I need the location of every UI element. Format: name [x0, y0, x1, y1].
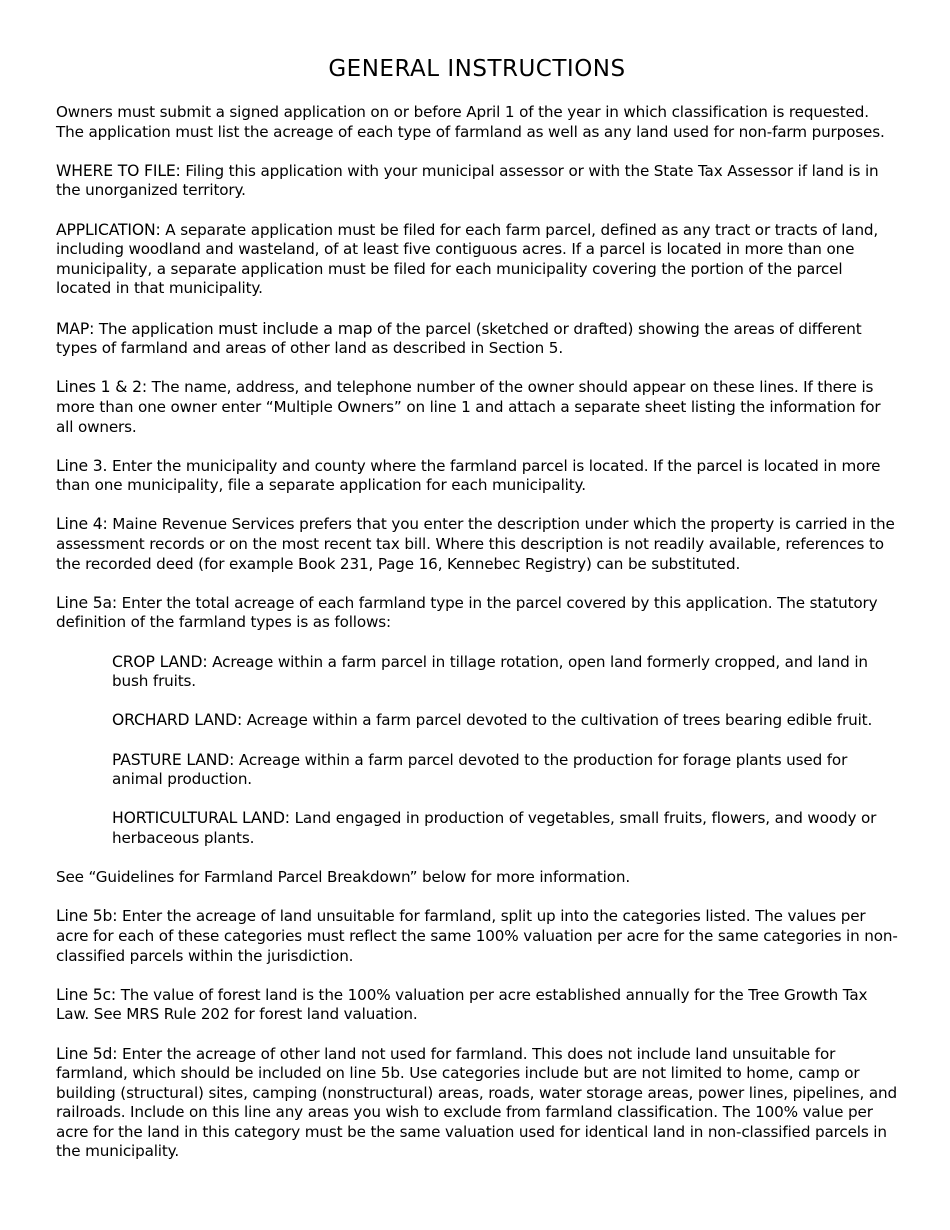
line-5a-paragraph [56, 594, 898, 633]
line-4-heading: Line 4: [56, 515, 108, 534]
line-5c-text: The value of forest land is the 100% valuation per acre established annually for the Tree Growth Tax Law. See MRS Rule 202 for forest land valuation. [56, 985, 868, 1024]
crop-land-text: Acreage within a farm parcel in tillage rotation, open land formerly cropped, and land in bush fruits. [112, 652, 868, 691]
where-to-file-paragraph [56, 162, 898, 201]
where-to-file-heading: WHERE TO FILE: [56, 161, 181, 180]
pasture-land-heading: PASTURE LAND: [112, 750, 235, 769]
lines-1-2-text: The name, address, and telephone number of the owner should appear on these lines. If there is more than one owner enter “Multiple Owners” on line 1 and attach a separate sheet listing the information for all owners. [56, 378, 881, 436]
line-5b-heading: Line 5b: [56, 907, 118, 926]
orchard-land-text: Acreage within a farm parcel devoted to the cultivation of trees bearing edible fruit. [242, 711, 873, 730]
line-5c-paragraph [56, 986, 898, 1025]
line-4-text: Maine Revenue Services prefers that you enter the description under which the property is carried in the assessment records or on the most recent tax bill. Where this description is not readily available, references to the recorded deed (for example Book 231, Page 16, Kennebec Registry) can be substituted. [56, 515, 895, 573]
map-emphasis: must include a map [218, 318, 373, 338]
horticultural-land-text: Land engaged in production of vegetables, small fruits, flowers, and woody or herbaceous plants. [112, 809, 877, 847]
intro-paragraph: Owners must submit a signed application on or before April 1 of the year in which classification is requested. The application must list the acreage of each type of farmland as well as any land used for non-farm purposes. [56, 103, 885, 141]
lines-1-2-paragraph [56, 378, 898, 437]
crop-land-paragraph [112, 653, 898, 692]
crop-land-heading: CROP LAND: [112, 652, 208, 671]
line-5b-paragraph [56, 907, 898, 966]
line-5a-heading: Line 5a: [56, 593, 117, 612]
map-text-end: of the parcel (sketched or drafted) showing the areas of different types of farmland and areas of other land as described in Section 5. [56, 319, 862, 358]
horticultural-land-heading: HORTICULTURAL LAND: [112, 809, 290, 828]
application-text: A separate application must be filed for each farm parcel, defined as any tract or tracts of land, including woodland and wasteland, of at least five contiguous acres. If a parcel is located in more than one municipality, a separate application must be filed for each municipality covering the portion of the parcel located in that municipality. [56, 220, 879, 298]
line-3-text: Enter the municipality and county where the farmland parcel is located. If the parcel is located in more than one municipality, file a separate application for each municipality. [56, 456, 881, 495]
page-title: GENERAL INSTRUCTIONS [328, 56, 626, 82]
lines-1-2-heading: Lines 1 & 2: [56, 378, 147, 397]
map-text-start: The application [94, 319, 219, 338]
line-3-heading: Line 3. [56, 456, 108, 475]
application-paragraph [56, 221, 898, 299]
line-5d-heading: Line 5d: [56, 1044, 118, 1063]
map-heading: MAP: [56, 319, 95, 338]
orchard-land-heading: ORCHARD LAND: [112, 711, 243, 730]
line-3-paragraph [56, 457, 898, 496]
pasture-land-text: Acreage within a farm parcel devoted to the production for forage plants used for animal production. [112, 750, 848, 789]
where-to-file-text: Filing this application with your municipal assessor or with the State Tax Assessor if land is in the unorganized territory. [56, 161, 879, 200]
line-5d-paragraph [56, 1045, 898, 1163]
line-5c-heading: Line 5c: [56, 985, 117, 1004]
horticultural-land-paragraph [112, 809, 898, 848]
orchard-land-paragraph [112, 711, 898, 731]
line-4-paragraph [56, 515, 898, 574]
application-heading: APPLICATION: [56, 220, 161, 239]
line-5d-text: Enter the acreage of other land not used for farmland. This does not include land unsuitable for farmland, which should be included on line 5b. Use categories include but are not limited to home, camp or building (structural) sites, camping (nonstructural) areas, roads, water storage areas, power lines, pipelines, and railroads. Include on this line any areas you wish to exclude from farmland classification. The 100% value per acre for the land in this category must be the same valuation used for identical land in non-classified parcels in the municipality. [56, 1044, 897, 1161]
line-5a-text: Enter the total acreage of each farmland type in the parcel covered by this application. The statutory definition of the farmland types is as follows: [56, 593, 878, 632]
pasture-land-paragraph [112, 751, 898, 790]
see-guidelines-paragraph: See “Guidelines for Farmland Parcel Breakdown” below for more information. [56, 868, 631, 887]
document-page [56, 54, 898, 1182]
line-5b-text: Enter the acreage of land unsuitable for farmland, split up into the categories listed. The values per acre for each of these categories must reflect the same 100% valuation per acre for the same categories in non-classified parcels within the jurisdiction. [56, 907, 898, 965]
map-paragraph [56, 319, 898, 359]
